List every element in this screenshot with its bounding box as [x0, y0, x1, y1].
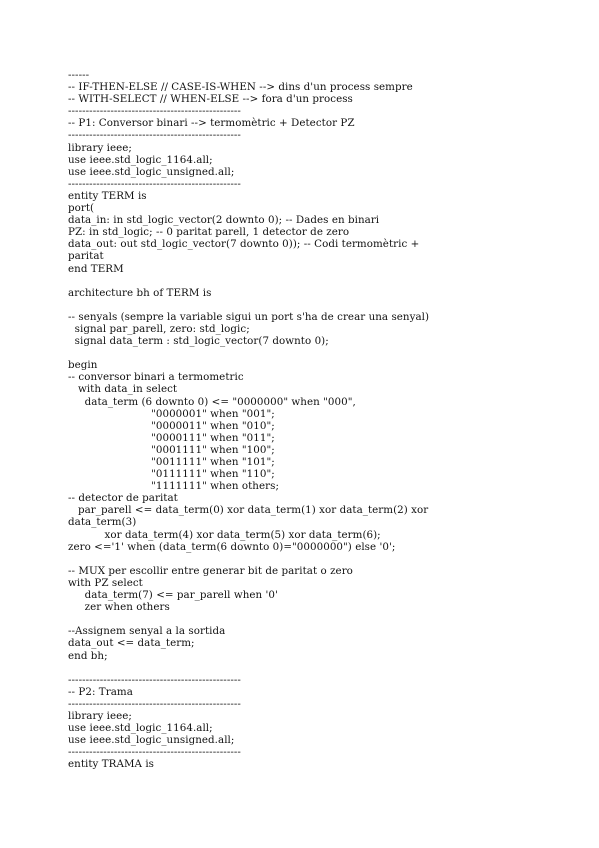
code-line: entity TERM is	[68, 189, 147, 202]
code-line: signal par_parell, zero: std_logic;	[68, 322, 250, 335]
code-line: zero <='1' when (data_term(6 downto 0)="0000000") else '0';	[68, 540, 396, 553]
code-line: -- P2: Trama	[68, 685, 133, 698]
code-line: entity TRAMA is	[68, 758, 155, 771]
code-line: -------------------------------------------------	[68, 105, 241, 118]
code-line: library ieee;	[68, 709, 132, 722]
code-line: use ieee.std_logic_unsigned.all;	[68, 165, 235, 178]
code-line: -------------------------------------------------	[68, 177, 241, 190]
code-line: xor data_term(4) xor data_term(5) xor data_term(6);	[68, 528, 381, 541]
code-line: end TERM	[68, 262, 124, 275]
code-line: "0000111" when "011";	[68, 431, 275, 444]
code-line: -- conversor binari a termometric	[68, 371, 244, 384]
code-line: data_term(7) <= par_parell when '0'	[68, 589, 278, 602]
code-line: data_out <= data_term;	[68, 637, 195, 650]
code-line	[68, 299, 588, 311]
code-line: port(	[68, 202, 95, 215]
code-line: zer when others	[68, 601, 170, 614]
code-line: --Assignem senyal a la sortida	[68, 625, 226, 638]
code-line: signal data_term : std_logic_vector(7 downto 0);	[68, 335, 329, 348]
code-line: -- MUX per escollir entre generar bit de paritat o zero	[68, 564, 353, 577]
code-line: use ieee.std_logic_1164.all;	[68, 722, 213, 735]
code-line: data_term (6 downto 0) <= "0000000" when "000",	[68, 395, 356, 408]
code-line: -- senyals (sempre la variable sigui un port s'ha de crear una senyal)	[68, 310, 430, 323]
code-line: "0000011" when "010";	[68, 419, 275, 432]
code-line: with data_in select	[68, 383, 178, 396]
code-line	[68, 347, 588, 359]
code-line: PZ: in std_logic; -- 0 paritat parell, 1 detector de zero	[68, 226, 350, 239]
code-line: -------------------------------------------------	[68, 129, 241, 142]
code-line: -------------------------------------------------	[68, 746, 241, 759]
code-line	[68, 662, 588, 674]
code-line: use ieee.std_logic_unsigned.all;	[68, 734, 235, 747]
code-line: "0000001" when "001";	[68, 407, 275, 420]
code-line: data_term(3)	[68, 516, 137, 529]
code-line: "0111111" when "110";	[68, 468, 275, 481]
code-line: -- detector de paritat	[68, 492, 178, 505]
code-line	[68, 275, 588, 287]
code-line: begin	[68, 359, 98, 372]
code-line: -- WITH-SELECT // WHEN-ELSE --> fora d'un process	[68, 93, 353, 106]
code-line: ------	[68, 69, 90, 81]
code-line: -- P1: Conversor binari --> termomètric + Detector PZ	[68, 117, 355, 130]
code-line: "0001111" when "100";	[68, 443, 275, 456]
code-line	[68, 613, 588, 625]
code-line: end bh;	[68, 649, 108, 662]
code-line: "0011111" when "101";	[68, 456, 275, 468]
code-line: data_in: in std_logic_vector(2 downto 0); -- Dades en binari	[68, 214, 380, 227]
code-line	[68, 553, 588, 565]
vhdl-code-listing	[68, 69, 588, 770]
code-line: with PZ select	[68, 576, 143, 589]
code-line: paritat	[68, 250, 104, 263]
code-line: "1111111" when others;	[68, 480, 279, 493]
code-line: par_parell <= data_term(0) xor data_term(1) xor data_term(2) xor	[68, 504, 429, 517]
code-line: -------------------------------------------------	[68, 673, 241, 686]
code-line: architecture bh of TERM is	[68, 286, 212, 299]
code-line: -- IF-THEN-ELSE // CASE-IS-WHEN --> dins d'un process sempre	[68, 81, 413, 94]
code-line: data_out: out std_logic_vector(7 downto 0)); -- Codi termomètric +	[68, 238, 420, 251]
code-line: use ieee.std_logic_1164.all;	[68, 153, 213, 166]
code-line: library ieee;	[68, 141, 132, 154]
code-line: -------------------------------------------------	[68, 697, 241, 710]
